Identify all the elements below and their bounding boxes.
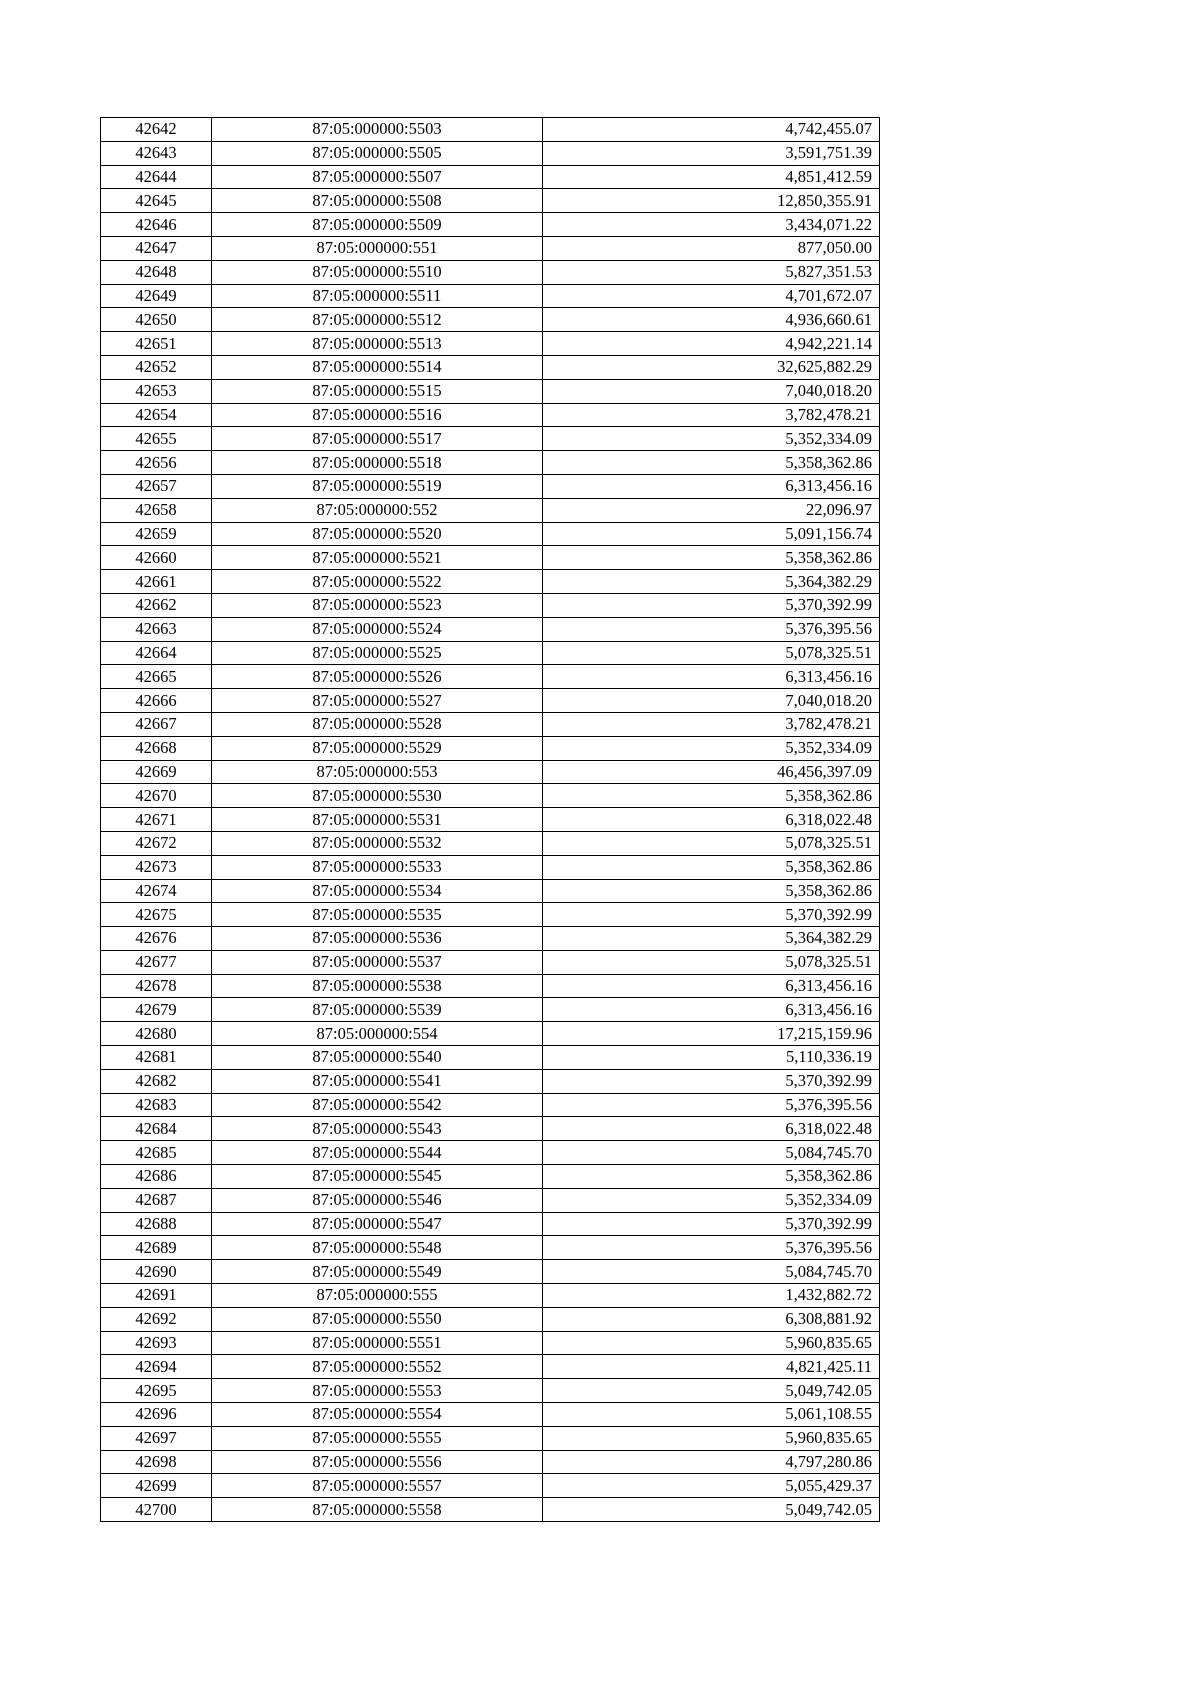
value-cell: 3,591,751.39 xyxy=(543,141,880,165)
row-number-cell: 42666 xyxy=(101,689,212,713)
value-cell: 5,352,334.09 xyxy=(543,1188,880,1212)
table-row xyxy=(101,808,880,832)
row-number-cell: 42651 xyxy=(101,332,212,356)
value-cell: 5,370,392.99 xyxy=(543,1069,880,1093)
value-cell: 5,352,334.09 xyxy=(543,736,880,760)
value-cell: 5,370,392.99 xyxy=(543,1212,880,1236)
cadastral-number-cell: 87:05:000000:5548 xyxy=(212,1236,543,1260)
row-number-cell: 42687 xyxy=(101,1188,212,1212)
cadastral-number-cell: 87:05:000000:5512 xyxy=(212,308,543,332)
table-row xyxy=(101,189,880,213)
value-cell: 5,358,362.86 xyxy=(543,546,880,570)
table-row xyxy=(101,474,880,498)
row-number-cell: 42670 xyxy=(101,784,212,808)
cadastral-number-cell: 87:05:000000:5508 xyxy=(212,189,543,213)
cadastral-number-cell: 87:05:000000:5530 xyxy=(212,784,543,808)
table-row xyxy=(101,855,880,879)
value-cell: 5,084,745.70 xyxy=(543,1141,880,1165)
value-cell: 3,434,071.22 xyxy=(543,213,880,237)
table-row xyxy=(101,1355,880,1379)
row-number-cell: 42677 xyxy=(101,950,212,974)
value-cell: 5,370,392.99 xyxy=(543,903,880,927)
row-number-cell: 42644 xyxy=(101,165,212,189)
table-row xyxy=(101,498,880,522)
cadastral-number-cell: 87:05:000000:5523 xyxy=(212,593,543,617)
row-number-cell: 42680 xyxy=(101,1022,212,1046)
value-cell: 5,376,395.56 xyxy=(543,617,880,641)
table-row xyxy=(101,831,880,855)
table-row xyxy=(101,236,880,260)
row-number-cell: 42675 xyxy=(101,903,212,927)
table-row xyxy=(101,998,880,1022)
cadastral-number-cell: 87:05:000000:5552 xyxy=(212,1355,543,1379)
table-row xyxy=(101,379,880,403)
row-number-cell: 42691 xyxy=(101,1284,212,1308)
row-number-cell: 42688 xyxy=(101,1212,212,1236)
cadastral-number-cell: 87:05:000000:5538 xyxy=(212,974,543,998)
row-number-cell: 42655 xyxy=(101,427,212,451)
value-cell: 5,376,395.56 xyxy=(543,1093,880,1117)
table-row xyxy=(101,641,880,665)
value-cell: 877,050.00 xyxy=(543,236,880,260)
value-cell: 7,040,018.20 xyxy=(543,689,880,713)
value-cell: 5,352,334.09 xyxy=(543,427,880,451)
cadastral-number-cell: 87:05:000000:5546 xyxy=(212,1188,543,1212)
table-row xyxy=(101,879,880,903)
row-number-cell: 42673 xyxy=(101,855,212,879)
cadastral-number-cell: 87:05:000000:5549 xyxy=(212,1260,543,1284)
cadastral-number-cell: 87:05:000000:5547 xyxy=(212,1212,543,1236)
value-cell: 5,084,745.70 xyxy=(543,1260,880,1284)
value-cell: 3,782,478.21 xyxy=(543,403,880,427)
table-row xyxy=(101,284,880,308)
cadastral-number-cell: 87:05:000000:5522 xyxy=(212,570,543,594)
cadastral-number-cell: 87:05:000000:5557 xyxy=(212,1474,543,1498)
cadastral-number-cell: 87:05:000000:5533 xyxy=(212,855,543,879)
cadastral-number-cell: 87:05:000000:5518 xyxy=(212,451,543,475)
cadastral-number-cell: 87:05:000000:5545 xyxy=(212,1165,543,1189)
cadastral-number-cell: 87:05:000000:5543 xyxy=(212,1117,543,1141)
value-cell: 4,942,221.14 xyxy=(543,332,880,356)
value-cell: 1,432,882.72 xyxy=(543,1284,880,1308)
table-row xyxy=(101,1165,880,1189)
row-number-cell: 42682 xyxy=(101,1069,212,1093)
row-number-cell: 42658 xyxy=(101,498,212,522)
row-number-cell: 42662 xyxy=(101,593,212,617)
value-cell: 5,049,742.05 xyxy=(543,1379,880,1403)
table-row xyxy=(101,593,880,617)
row-number-cell: 42664 xyxy=(101,641,212,665)
value-cell: 5,827,351.53 xyxy=(543,260,880,284)
cadastral-number-cell: 87:05:000000:5514 xyxy=(212,355,543,379)
cadastral-number-cell: 87:05:000000:5540 xyxy=(212,1046,543,1070)
table-row xyxy=(101,213,880,237)
value-cell: 5,049,742.05 xyxy=(543,1498,880,1522)
table-row xyxy=(101,1284,880,1308)
table-row xyxy=(101,522,880,546)
row-number-cell: 42674 xyxy=(101,879,212,903)
table-row xyxy=(101,1046,880,1070)
cadastral-number-cell: 87:05:000000:5539 xyxy=(212,998,543,1022)
table-row xyxy=(101,903,880,927)
cadastral-number-cell: 87:05:000000:5524 xyxy=(212,617,543,641)
cadastral-number-cell: 87:05:000000:5520 xyxy=(212,522,543,546)
table-row xyxy=(101,1307,880,1331)
row-number-cell: 42663 xyxy=(101,617,212,641)
cadastral-number-cell: 87:05:000000:5535 xyxy=(212,903,543,927)
value-cell: 5,960,835.65 xyxy=(543,1331,880,1355)
value-cell: 5,078,325.51 xyxy=(543,641,880,665)
table-row xyxy=(101,1236,880,1260)
table-row xyxy=(101,1260,880,1284)
value-cell: 5,358,362.86 xyxy=(543,855,880,879)
row-number-cell: 42656 xyxy=(101,451,212,475)
row-number-cell: 42648 xyxy=(101,260,212,284)
table-row xyxy=(101,1474,880,1498)
row-number-cell: 42668 xyxy=(101,736,212,760)
cadastral-value-table xyxy=(100,117,880,1522)
cadastral-number-cell: 87:05:000000:5555 xyxy=(212,1426,543,1450)
row-number-cell: 42685 xyxy=(101,1141,212,1165)
cadastral-number-cell: 87:05:000000:5519 xyxy=(212,474,543,498)
cadastral-number-cell: 87:05:000000:5532 xyxy=(212,831,543,855)
row-number-cell: 42693 xyxy=(101,1331,212,1355)
table-row xyxy=(101,1069,880,1093)
cadastral-number-cell: 87:05:000000:5536 xyxy=(212,927,543,951)
table-row xyxy=(101,950,880,974)
row-number-cell: 42643 xyxy=(101,141,212,165)
value-cell: 6,313,456.16 xyxy=(543,998,880,1022)
value-cell: 5,055,429.37 xyxy=(543,1474,880,1498)
value-cell: 4,797,280.86 xyxy=(543,1450,880,1474)
table-row xyxy=(101,760,880,784)
value-cell: 22,096.97 xyxy=(543,498,880,522)
row-number-cell: 42661 xyxy=(101,570,212,594)
row-number-cell: 42676 xyxy=(101,927,212,951)
cadastral-number-cell: 87:05:000000:5515 xyxy=(212,379,543,403)
value-cell: 4,701,672.07 xyxy=(543,284,880,308)
value-cell: 5,110,336.19 xyxy=(543,1046,880,1070)
table-row xyxy=(101,1188,880,1212)
value-cell: 6,318,022.48 xyxy=(543,1117,880,1141)
table-row xyxy=(101,355,880,379)
value-cell: 3,782,478.21 xyxy=(543,712,880,736)
table-row xyxy=(101,927,880,951)
cadastral-number-cell: 87:05:000000:5556 xyxy=(212,1450,543,1474)
value-cell: 46,456,397.09 xyxy=(543,760,880,784)
row-number-cell: 42652 xyxy=(101,355,212,379)
row-number-cell: 42671 xyxy=(101,808,212,832)
cadastral-number-cell: 87:05:000000:5529 xyxy=(212,736,543,760)
cadastral-number-cell: 87:05:000000:554 xyxy=(212,1022,543,1046)
cadastral-number-cell: 87:05:000000:5509 xyxy=(212,213,543,237)
row-number-cell: 42649 xyxy=(101,284,212,308)
value-cell: 5,376,395.56 xyxy=(543,1236,880,1260)
cadastral-number-cell: 87:05:000000:552 xyxy=(212,498,543,522)
table-row xyxy=(101,546,880,570)
table-row xyxy=(101,689,880,713)
table-row xyxy=(101,1212,880,1236)
table-row xyxy=(101,1498,880,1522)
row-number-cell: 42659 xyxy=(101,522,212,546)
table-row xyxy=(101,1426,880,1450)
table-row xyxy=(101,332,880,356)
row-number-cell: 42647 xyxy=(101,236,212,260)
value-cell: 5,364,382.29 xyxy=(543,927,880,951)
row-number-cell: 42694 xyxy=(101,1355,212,1379)
value-cell: 17,215,159.96 xyxy=(543,1022,880,1046)
cadastral-number-cell: 87:05:000000:5517 xyxy=(212,427,543,451)
table-row xyxy=(101,141,880,165)
cadastral-number-cell: 87:05:000000:553 xyxy=(212,760,543,784)
value-cell: 5,370,392.99 xyxy=(543,593,880,617)
value-cell: 6,313,456.16 xyxy=(543,974,880,998)
cadastral-number-cell: 87:05:000000:5528 xyxy=(212,712,543,736)
value-cell: 32,625,882.29 xyxy=(543,355,880,379)
value-cell: 7,040,018.20 xyxy=(543,379,880,403)
row-number-cell: 42650 xyxy=(101,308,212,332)
value-cell: 6,318,022.48 xyxy=(543,808,880,832)
table-row xyxy=(101,1093,880,1117)
row-number-cell: 42679 xyxy=(101,998,212,1022)
table-row xyxy=(101,1379,880,1403)
row-number-cell: 42696 xyxy=(101,1403,212,1427)
cadastral-number-cell: 87:05:000000:5550 xyxy=(212,1307,543,1331)
table-row xyxy=(101,617,880,641)
row-number-cell: 42678 xyxy=(101,974,212,998)
table-row xyxy=(101,451,880,475)
table-row xyxy=(101,665,880,689)
value-cell: 4,936,660.61 xyxy=(543,308,880,332)
row-number-cell: 42657 xyxy=(101,474,212,498)
cadastral-number-cell: 87:05:000000:555 xyxy=(212,1284,543,1308)
cadastral-number-cell: 87:05:000000:5503 xyxy=(212,118,543,142)
table-row xyxy=(101,784,880,808)
table-row xyxy=(101,308,880,332)
cadastral-number-cell: 87:05:000000:5526 xyxy=(212,665,543,689)
row-number-cell: 42645 xyxy=(101,189,212,213)
table-row xyxy=(101,427,880,451)
value-cell: 5,364,382.29 xyxy=(543,570,880,594)
row-number-cell: 42665 xyxy=(101,665,212,689)
cadastral-number-cell: 87:05:000000:5525 xyxy=(212,641,543,665)
table-row xyxy=(101,1403,880,1427)
table-row xyxy=(101,118,880,142)
cadastral-number-cell: 87:05:000000:5521 xyxy=(212,546,543,570)
value-cell: 4,821,425.11 xyxy=(543,1355,880,1379)
table-row xyxy=(101,736,880,760)
value-cell: 5,078,325.51 xyxy=(543,831,880,855)
table-row xyxy=(101,1022,880,1046)
row-number-cell: 42689 xyxy=(101,1236,212,1260)
table-row xyxy=(101,712,880,736)
row-number-cell: 42646 xyxy=(101,213,212,237)
row-number-cell: 42698 xyxy=(101,1450,212,1474)
value-cell: 5,358,362.86 xyxy=(543,1165,880,1189)
row-number-cell: 42672 xyxy=(101,831,212,855)
table-row xyxy=(101,974,880,998)
value-cell: 4,742,455.07 xyxy=(543,118,880,142)
cadastral-number-cell: 87:05:000000:5551 xyxy=(212,1331,543,1355)
value-cell: 6,313,456.16 xyxy=(543,665,880,689)
cadastral-number-cell: 87:05:000000:5505 xyxy=(212,141,543,165)
table-row xyxy=(101,403,880,427)
value-cell: 5,358,362.86 xyxy=(543,451,880,475)
value-cell: 5,061,108.55 xyxy=(543,1403,880,1427)
cadastral-number-cell: 87:05:000000:5516 xyxy=(212,403,543,427)
row-number-cell: 42699 xyxy=(101,1474,212,1498)
table-row xyxy=(101,1117,880,1141)
cadastral-number-cell: 87:05:000000:5542 xyxy=(212,1093,543,1117)
row-number-cell: 42669 xyxy=(101,760,212,784)
cadastral-number-cell: 87:05:000000:5531 xyxy=(212,808,543,832)
cadastral-number-cell: 87:05:000000:5527 xyxy=(212,689,543,713)
cadastral-number-cell: 87:05:000000:5537 xyxy=(212,950,543,974)
cadastral-number-cell: 87:05:000000:5544 xyxy=(212,1141,543,1165)
row-number-cell: 42700 xyxy=(101,1498,212,1522)
cadastral-number-cell: 87:05:000000:5541 xyxy=(212,1069,543,1093)
row-number-cell: 42686 xyxy=(101,1165,212,1189)
table-row xyxy=(101,260,880,284)
value-cell: 6,308,881.92 xyxy=(543,1307,880,1331)
row-number-cell: 42654 xyxy=(101,403,212,427)
row-number-cell: 42692 xyxy=(101,1307,212,1331)
value-cell: 4,851,412.59 xyxy=(543,165,880,189)
cadastral-number-cell: 87:05:000000:5510 xyxy=(212,260,543,284)
cadastral-number-cell: 87:05:000000:5553 xyxy=(212,1379,543,1403)
value-cell: 5,358,362.86 xyxy=(543,784,880,808)
table-row xyxy=(101,165,880,189)
row-number-cell: 42667 xyxy=(101,712,212,736)
row-number-cell: 42653 xyxy=(101,379,212,403)
value-cell: 5,091,156.74 xyxy=(543,522,880,546)
cadastral-number-cell: 87:05:000000:5507 xyxy=(212,165,543,189)
cadastral-number-cell: 87:05:000000:5534 xyxy=(212,879,543,903)
cadastral-number-cell: 87:05:000000:5558 xyxy=(212,1498,543,1522)
value-cell: 6,313,456.16 xyxy=(543,474,880,498)
value-cell: 5,960,835.65 xyxy=(543,1426,880,1450)
value-cell: 5,078,325.51 xyxy=(543,950,880,974)
row-number-cell: 42660 xyxy=(101,546,212,570)
value-cell: 5,358,362.86 xyxy=(543,879,880,903)
cadastral-number-cell: 87:05:000000:551 xyxy=(212,236,543,260)
table-row xyxy=(101,1450,880,1474)
cadastral-number-cell: 87:05:000000:5511 xyxy=(212,284,543,308)
value-cell: 12,850,355.91 xyxy=(543,189,880,213)
row-number-cell: 42684 xyxy=(101,1117,212,1141)
row-number-cell: 42642 xyxy=(101,118,212,142)
row-number-cell: 42695 xyxy=(101,1379,212,1403)
table-row xyxy=(101,1141,880,1165)
row-number-cell: 42690 xyxy=(101,1260,212,1284)
row-number-cell: 42683 xyxy=(101,1093,212,1117)
table-row xyxy=(101,1331,880,1355)
cadastral-number-cell: 87:05:000000:5513 xyxy=(212,332,543,356)
row-number-cell: 42681 xyxy=(101,1046,212,1070)
row-number-cell: 42697 xyxy=(101,1426,212,1450)
table-body xyxy=(101,118,880,1522)
cadastral-number-cell: 87:05:000000:5554 xyxy=(212,1403,543,1427)
table-row xyxy=(101,570,880,594)
